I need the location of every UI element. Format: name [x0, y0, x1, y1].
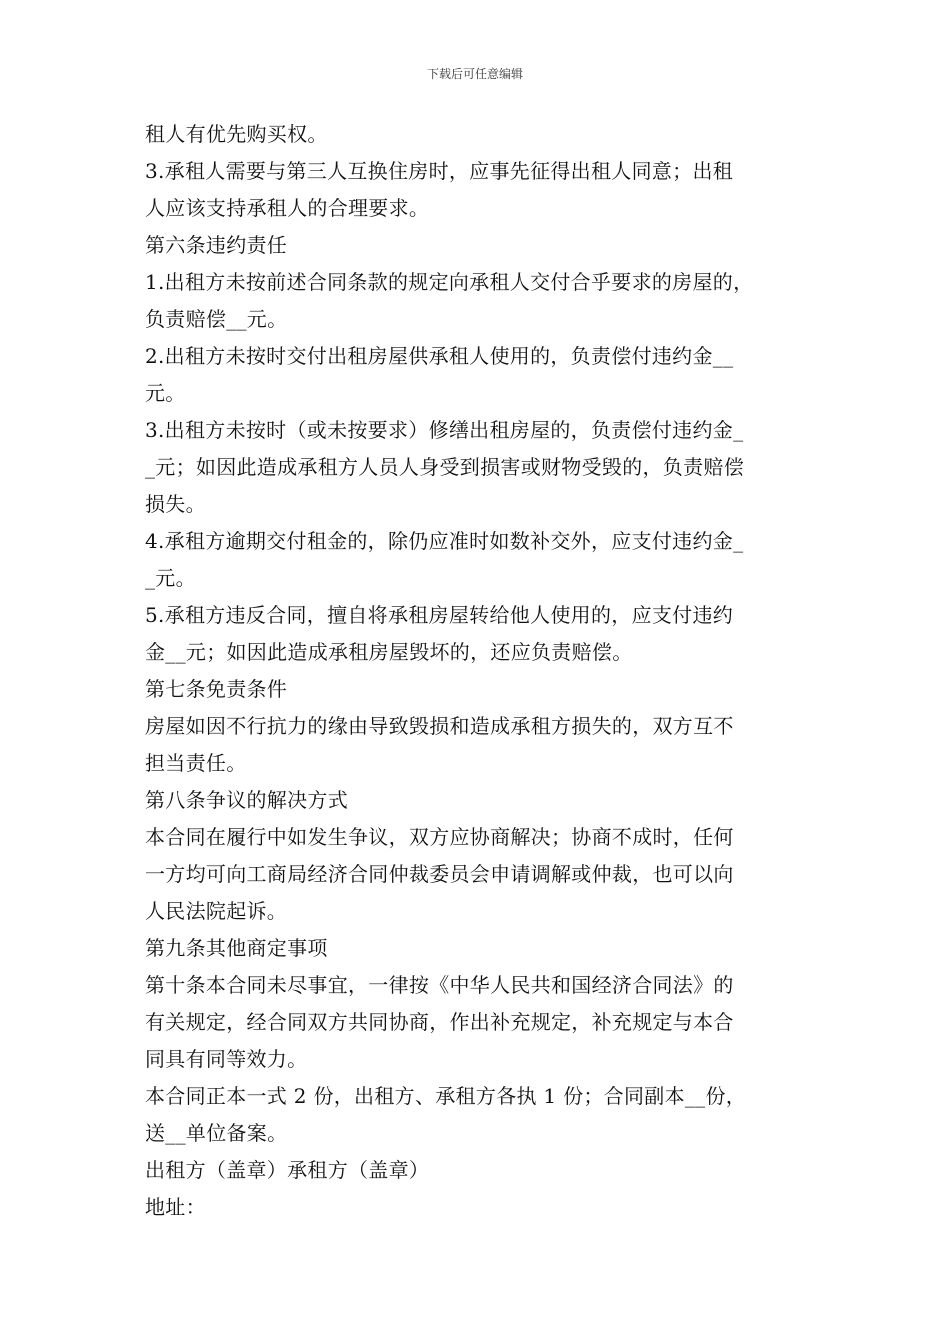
- text-line: 1.出租方未按前述合同条款的规定向承租人交付合乎要求的房屋的，: [145, 270, 754, 294]
- signature-line: 出租方（盖章）承租方（盖章）: [145, 1158, 430, 1182]
- section-heading: 第八条争议的解决方式: [145, 788, 348, 812]
- text-line: 3.承租人需要与第三人互换住房时，应事先征得出租人同意；出租: [145, 159, 734, 183]
- text-line: _元；如因此造成承租方人员人身受到损害或财物受毁的，负责赔偿: [145, 455, 744, 479]
- text-line: 金__元；如因此造成承租房屋毁坏的，还应负责赔偿。: [145, 640, 633, 664]
- text-line: 担当责任。: [145, 751, 247, 775]
- section-heading: 第九条其他商定事项: [145, 936, 328, 960]
- text-line: 本合同正本一式 2 份，出租方、承租方各执 1 份；合同副本__份，: [145, 1084, 747, 1108]
- page-header: 下载后可任意编辑: [426, 67, 523, 81]
- text-line: 负责赔偿__元。: [145, 307, 288, 331]
- text-line: 本合同在履行中如发生争议，双方应协商解决；协商不成时，任何: [145, 825, 734, 849]
- text-line: 房屋如因不行抗力的缘由导致毁损和造成承租方损失的，双方互不: [145, 714, 734, 738]
- text-line: 人应该支持承租人的合理要求。: [145, 196, 430, 220]
- text-line: 2.出租方未按时交付出租房屋供承租人使用的，负责偿付违约金__: [145, 344, 734, 368]
- text-line: 租人有优先购买权。: [145, 122, 328, 146]
- text-line: 同具有同等效力。: [145, 1047, 308, 1071]
- section-heading: 第七条免责条件: [145, 677, 288, 701]
- text-line: 4.承租方逾期交付租金的，除仍应准时如数补交外，应支付违约金_: [145, 529, 744, 553]
- text-line: 元。: [145, 381, 186, 405]
- address-line: 地址：: [145, 1195, 206, 1219]
- text-line: 第十条本合同未尽事宜，一律按《中华人民共和国经济合同法》的: [145, 973, 734, 997]
- text-line: _元。: [145, 566, 196, 590]
- text-line: 5.承租方违反合同，擅自将承租房屋转给他人使用的，应支付违约: [145, 603, 734, 627]
- text-line: 有关规定，经合同双方共同协商，作出补充规定，补充规定与本合: [145, 1010, 734, 1034]
- text-line: 一方均可向工商局经济合同仲裁委员会申请调解或仲裁，也可以向: [145, 862, 734, 886]
- text-line: 人民法院起诉。: [145, 899, 288, 923]
- document-body: [145, 116, 817, 1226]
- text-line: 损失。: [145, 492, 206, 516]
- text-line: 送__单位备案。: [145, 1121, 288, 1145]
- text-line: 3.出租方未按时（或未按要求）修缮出租房屋的，负责偿付违约金_: [145, 418, 744, 442]
- section-heading: 第六条违约责任: [145, 233, 288, 257]
